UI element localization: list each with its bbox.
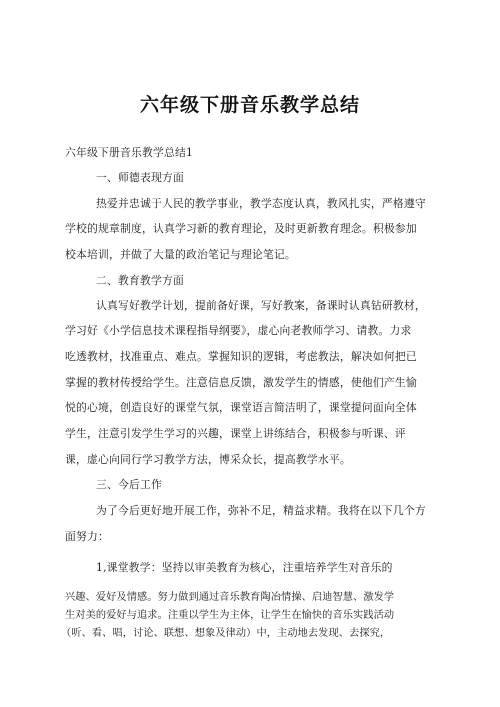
subheading-teaching: 二、教育教学方面 (96, 274, 184, 287)
paragraph-line: 学习好《小学信息技术课程指导纲要》，虚心向老教师学习、请教。力求 (65, 324, 412, 337)
paragraph-line: 学校的规章制度，认真学习新的教育理论，及时更新教育理念。积极参加 (65, 222, 417, 235)
section-heading: 六年级下册音乐教学总结1 (65, 146, 194, 159)
paragraph-line: 课，虚心向同行学习教学方法，博采众长，提高教学水平。 (65, 453, 351, 466)
paragraph-line: 学生，注意引发学生学习的兴趣，课堂上讲练结合，积极参与听课、评 (65, 427, 406, 440)
paragraph-line: 面努力： (65, 530, 109, 543)
paragraph-line: 吃透教材，找准重点、难点。掌握知识的逻辑，考虑教法，解决如何把已 (65, 350, 417, 363)
paragraph-line: 热爱并忠诚于人民的教学事业，教学态度认真，教风扎实，严格遵守 (96, 197, 426, 210)
paragraph-line: （听、看、唱，讨论、联想、想象及律动）中，主动地去发现、去探究， (61, 628, 391, 639)
subheading-teacher-ethics: 一、师德表现方面 (96, 171, 184, 184)
subheading-future-work: 三、今后工作 (96, 478, 162, 491)
paragraph-line: 校本培训，并做了大量的政治笔记与理论笔记。 (65, 248, 296, 261)
paragraph-line: 生对美的爱好与追求。注重以学生为主体，让学生在愉快的音乐实践活动 (65, 610, 395, 621)
paragraph-line: 认真写好教学计划，提前备好课，写好教案，备课时认真钻研教材， (96, 299, 426, 312)
paragraph-line: 为了今后更好地开展工作，弥补不足，精益求精。我将在以下几个方 (96, 504, 426, 517)
paragraph-line: 悦的心境，创造良好的课堂气氛，课堂语言简洁明了，课堂提问面向全体 (65, 401, 417, 414)
paragraph-line: 掌握的教材传授给学生。注意信息反馈，激发学生的情感，使他们产生愉 (65, 376, 417, 389)
document-title: 六年级下册音乐教学总结 (139, 94, 360, 116)
paragraph-line: 兴趣、爱好及情感。努力做到通过音乐教育陶冶情操、启迪智慧、激发学 (65, 592, 395, 603)
paragraph-line: 1,课堂教学：坚持以审美教育为核心，注重培养学生对音乐的 (96, 561, 393, 574)
